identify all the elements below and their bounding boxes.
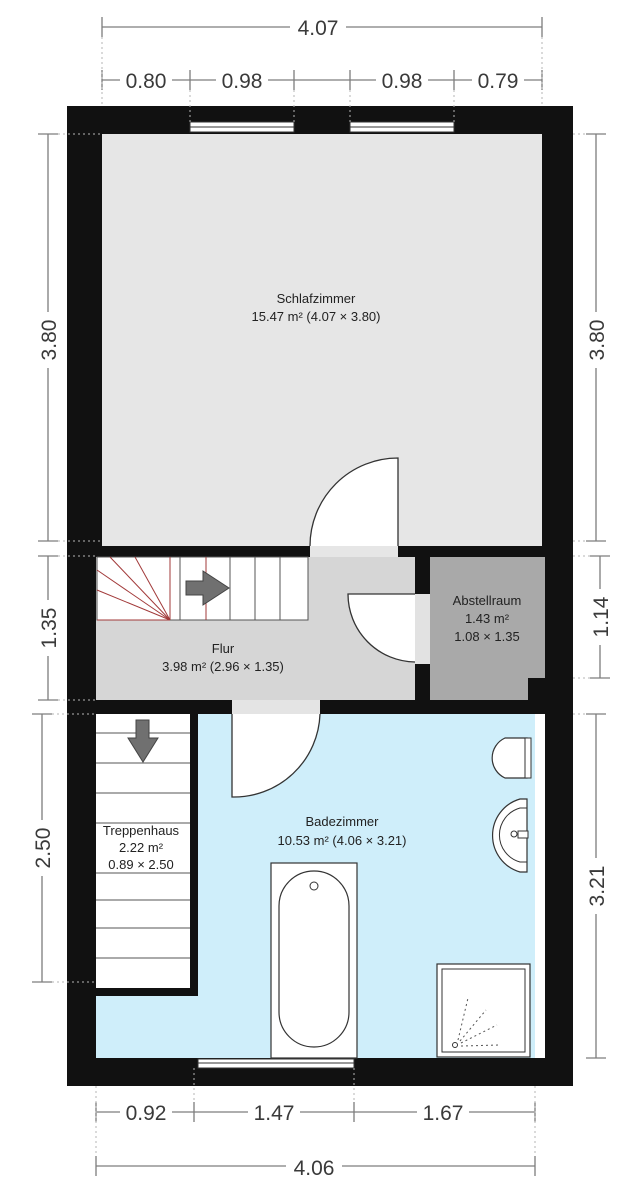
abstellraum-area: 1.43 m² (464, 611, 510, 626)
abstellraum-size: 1.08 × 1.35 (454, 629, 520, 644)
dim-right-3: 3.21 (586, 865, 609, 907)
top-dimensions (102, 14, 542, 122)
right-dimensions (573, 134, 614, 1058)
dim-left-3: 2.50 (32, 827, 55, 869)
dim-left-2: 1.35 (38, 607, 61, 649)
dim-right-2: 1.14 (590, 596, 613, 638)
dim-top-3: 0.98 (381, 70, 423, 93)
dim-bottom-total: 4.06 (293, 1157, 335, 1180)
treppenhaus-name: Treppenhaus (102, 823, 180, 838)
dim-bottom-1: 0.92 (125, 1102, 167, 1125)
dim-bottom-2: 1.47 (253, 1102, 295, 1125)
dim-top-2: 0.98 (221, 70, 263, 93)
toilet-icon (492, 738, 527, 778)
dim-top-total: 4.07 (297, 17, 339, 40)
schlafzimmer-name: Schlafzimmer (276, 291, 356, 306)
dim-bottom-3: 1.67 (422, 1102, 464, 1125)
abstellraum-name: Abstellraum (452, 593, 522, 608)
shower-icon (437, 964, 530, 1057)
treppenhaus-size: 0.89 × 2.50 (108, 857, 174, 872)
dim-top-4: 0.79 (477, 70, 519, 93)
dim-top-1: 0.80 (125, 70, 167, 93)
schlafzimmer-area: 15.47 m² (4.07 × 3.80) (251, 309, 381, 324)
dim-left-1: 3.80 (38, 319, 61, 361)
schlafzimmer-floor (102, 134, 542, 546)
dim-right-1: 3.80 (586, 319, 609, 361)
flur-stairs (97, 557, 308, 620)
badezimmer-name: Badezimmer (305, 814, 379, 829)
flur-name: Flur (211, 641, 235, 656)
badezimmer-area: 10.53 m² (4.06 × 3.21) (277, 833, 407, 848)
treppenhaus-area: 2.22 m² (118, 840, 164, 855)
flur-area: 3.98 m² (2.96 × 1.35) (162, 659, 284, 674)
